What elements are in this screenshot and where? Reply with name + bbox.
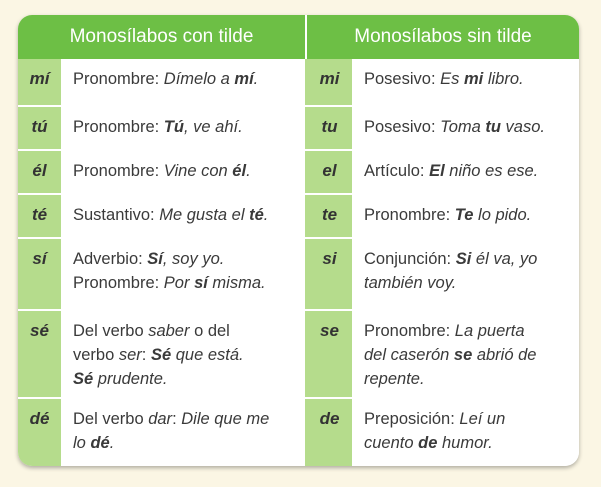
accented-word-description <box>61 311 307 397</box>
desc-text: Conjunción: <box>364 250 456 268</box>
desc-line <box>364 115 571 139</box>
table-row <box>18 309 579 397</box>
desc-text: que está. <box>171 346 244 364</box>
unaccented-word-description <box>352 399 579 466</box>
desc-line <box>364 271 571 295</box>
highlighted-word: Te <box>454 206 474 224</box>
desc-text: abrió de <box>472 346 537 364</box>
desc-text: prudente. <box>93 370 168 388</box>
desc-line <box>364 319 571 343</box>
unaccented-word: de <box>307 399 352 466</box>
table-row <box>18 193 579 237</box>
desc-text: Posesivo: <box>364 70 441 88</box>
unaccented-word-description <box>352 311 579 397</box>
desc-text: Del verbo <box>73 410 149 428</box>
desc-line <box>73 203 297 227</box>
highlighted-word: té <box>249 206 264 224</box>
highlighted-word: sí <box>194 274 208 292</box>
desc-line <box>364 247 571 271</box>
unaccented-word: mi <box>307 59 352 105</box>
accented-word-description <box>61 239 307 309</box>
desc-line <box>73 431 297 455</box>
table-row <box>18 397 579 466</box>
desc-text: dar <box>148 410 173 428</box>
highlighted-word: mí <box>234 70 254 88</box>
highlighted-word: de <box>418 434 438 452</box>
highlighted-word: mi <box>463 70 484 88</box>
desc-text: Del verbo <box>73 322 149 340</box>
desc-text: , soy yo. <box>162 250 225 268</box>
highlighted-word: El <box>429 162 445 180</box>
unaccented-word: si <box>307 239 352 309</box>
desc-text: Posesivo: <box>364 118 441 136</box>
accented-word: mí <box>18 59 61 105</box>
highlighted-word: se <box>453 346 473 364</box>
desc-text: Es <box>440 70 464 88</box>
desc-text: saber <box>148 322 190 340</box>
highlighted-word: Tú <box>163 118 184 136</box>
desc-text: vaso. <box>500 118 545 136</box>
desc-line <box>73 319 297 343</box>
desc-text: Vine con <box>163 162 233 180</box>
accented-word-description <box>61 151 307 193</box>
highlighted-word: tu <box>485 118 501 136</box>
monosyllables-table <box>18 15 579 466</box>
desc-text: La puerta <box>454 322 525 340</box>
unaccented-word: el <box>307 151 352 193</box>
desc-text: Pronombre: <box>73 118 164 136</box>
desc-line <box>73 159 297 183</box>
desc-text: Adverbio: <box>73 250 148 268</box>
unaccented-word: te <box>307 195 352 237</box>
desc-line <box>364 367 571 391</box>
header-with-accent: Monosílabos con tilde <box>18 15 307 59</box>
desc-text: Artículo: <box>364 162 430 180</box>
desc-text: lo <box>73 434 91 452</box>
desc-text: . <box>246 162 251 180</box>
unaccented-word-description <box>352 239 579 309</box>
desc-text: Preposición: <box>364 410 460 428</box>
desc-text: Pronombre: <box>364 206 455 224</box>
desc-text: lo pido. <box>473 206 532 224</box>
desc-line <box>364 159 571 183</box>
table-body <box>18 59 579 466</box>
desc-text: Pronombre: <box>364 322 455 340</box>
desc-text: : <box>172 410 182 428</box>
desc-line <box>73 407 297 431</box>
desc-text: Leí un <box>459 410 506 428</box>
accented-word: dé <box>18 399 61 466</box>
desc-text: , ve ahí. <box>183 118 243 136</box>
desc-text: . <box>263 206 269 224</box>
unaccented-word-description <box>352 59 579 105</box>
desc-text: misma. <box>207 274 266 292</box>
desc-line <box>364 343 571 367</box>
accented-word: té <box>18 195 61 237</box>
table-header <box>18 15 579 59</box>
accented-word-description <box>61 59 307 105</box>
desc-line <box>73 271 297 295</box>
highlighted-word: él <box>232 162 247 180</box>
highlighted-word: Si <box>455 250 472 268</box>
highlighted-word: Sé <box>73 370 94 388</box>
header-without-accent: Monosílabos sin tilde <box>354 26 532 47</box>
desc-text: . <box>109 434 115 452</box>
desc-text: . <box>253 70 259 88</box>
desc-text: Dile que me <box>181 410 270 428</box>
desc-text: Pronombre: <box>73 162 164 180</box>
desc-text: Me gusta el <box>159 206 250 224</box>
table-row <box>18 59 579 105</box>
accented-word-description <box>61 195 307 237</box>
desc-text: o del <box>189 322 230 340</box>
desc-text: libro. <box>483 70 524 88</box>
desc-text: humor. <box>437 434 493 452</box>
desc-line <box>364 203 571 227</box>
desc-text: Toma <box>440 118 486 136</box>
highlighted-word: dé <box>90 434 110 452</box>
accented-word: él <box>18 151 61 193</box>
table-row <box>18 105 579 149</box>
desc-line <box>364 407 571 431</box>
accented-word: sé <box>18 311 61 397</box>
unaccented-word-description <box>352 107 579 149</box>
accented-word: tú <box>18 107 61 149</box>
desc-text: verbo <box>73 346 119 364</box>
desc-line <box>73 67 297 91</box>
desc-line <box>364 431 571 455</box>
highlighted-word: Sé <box>150 346 172 364</box>
accented-word-description <box>61 399 307 466</box>
desc-text: Pronombre: <box>73 274 164 292</box>
unaccented-word: se <box>307 311 352 397</box>
desc-text: niño es ese. <box>444 162 539 180</box>
highlighted-word: Sí <box>147 250 163 268</box>
desc-text: del caserón <box>364 346 454 364</box>
accented-word-description <box>61 107 307 149</box>
desc-text: él va, yo <box>471 250 538 268</box>
desc-text: cuento <box>364 434 419 452</box>
table-row <box>18 237 579 309</box>
unaccented-word-description <box>352 151 579 193</box>
desc-text: ser <box>118 346 142 364</box>
unaccented-word-description <box>352 195 579 237</box>
accented-word: sí <box>18 239 61 309</box>
desc-text: Por <box>163 274 195 292</box>
desc-text: repente. <box>364 370 425 388</box>
desc-text: también voy. <box>364 274 457 292</box>
table-row <box>18 149 579 193</box>
desc-line <box>364 67 571 91</box>
desc-text: Dímelo a <box>163 70 235 88</box>
desc-text: : <box>141 346 151 364</box>
desc-line <box>73 367 297 391</box>
desc-text: Sustantivo: <box>73 206 160 224</box>
desc-line <box>73 343 297 367</box>
desc-text: Pronombre: <box>73 70 164 88</box>
desc-line <box>73 115 297 139</box>
unaccented-word: tu <box>307 107 352 149</box>
desc-line <box>73 247 297 271</box>
